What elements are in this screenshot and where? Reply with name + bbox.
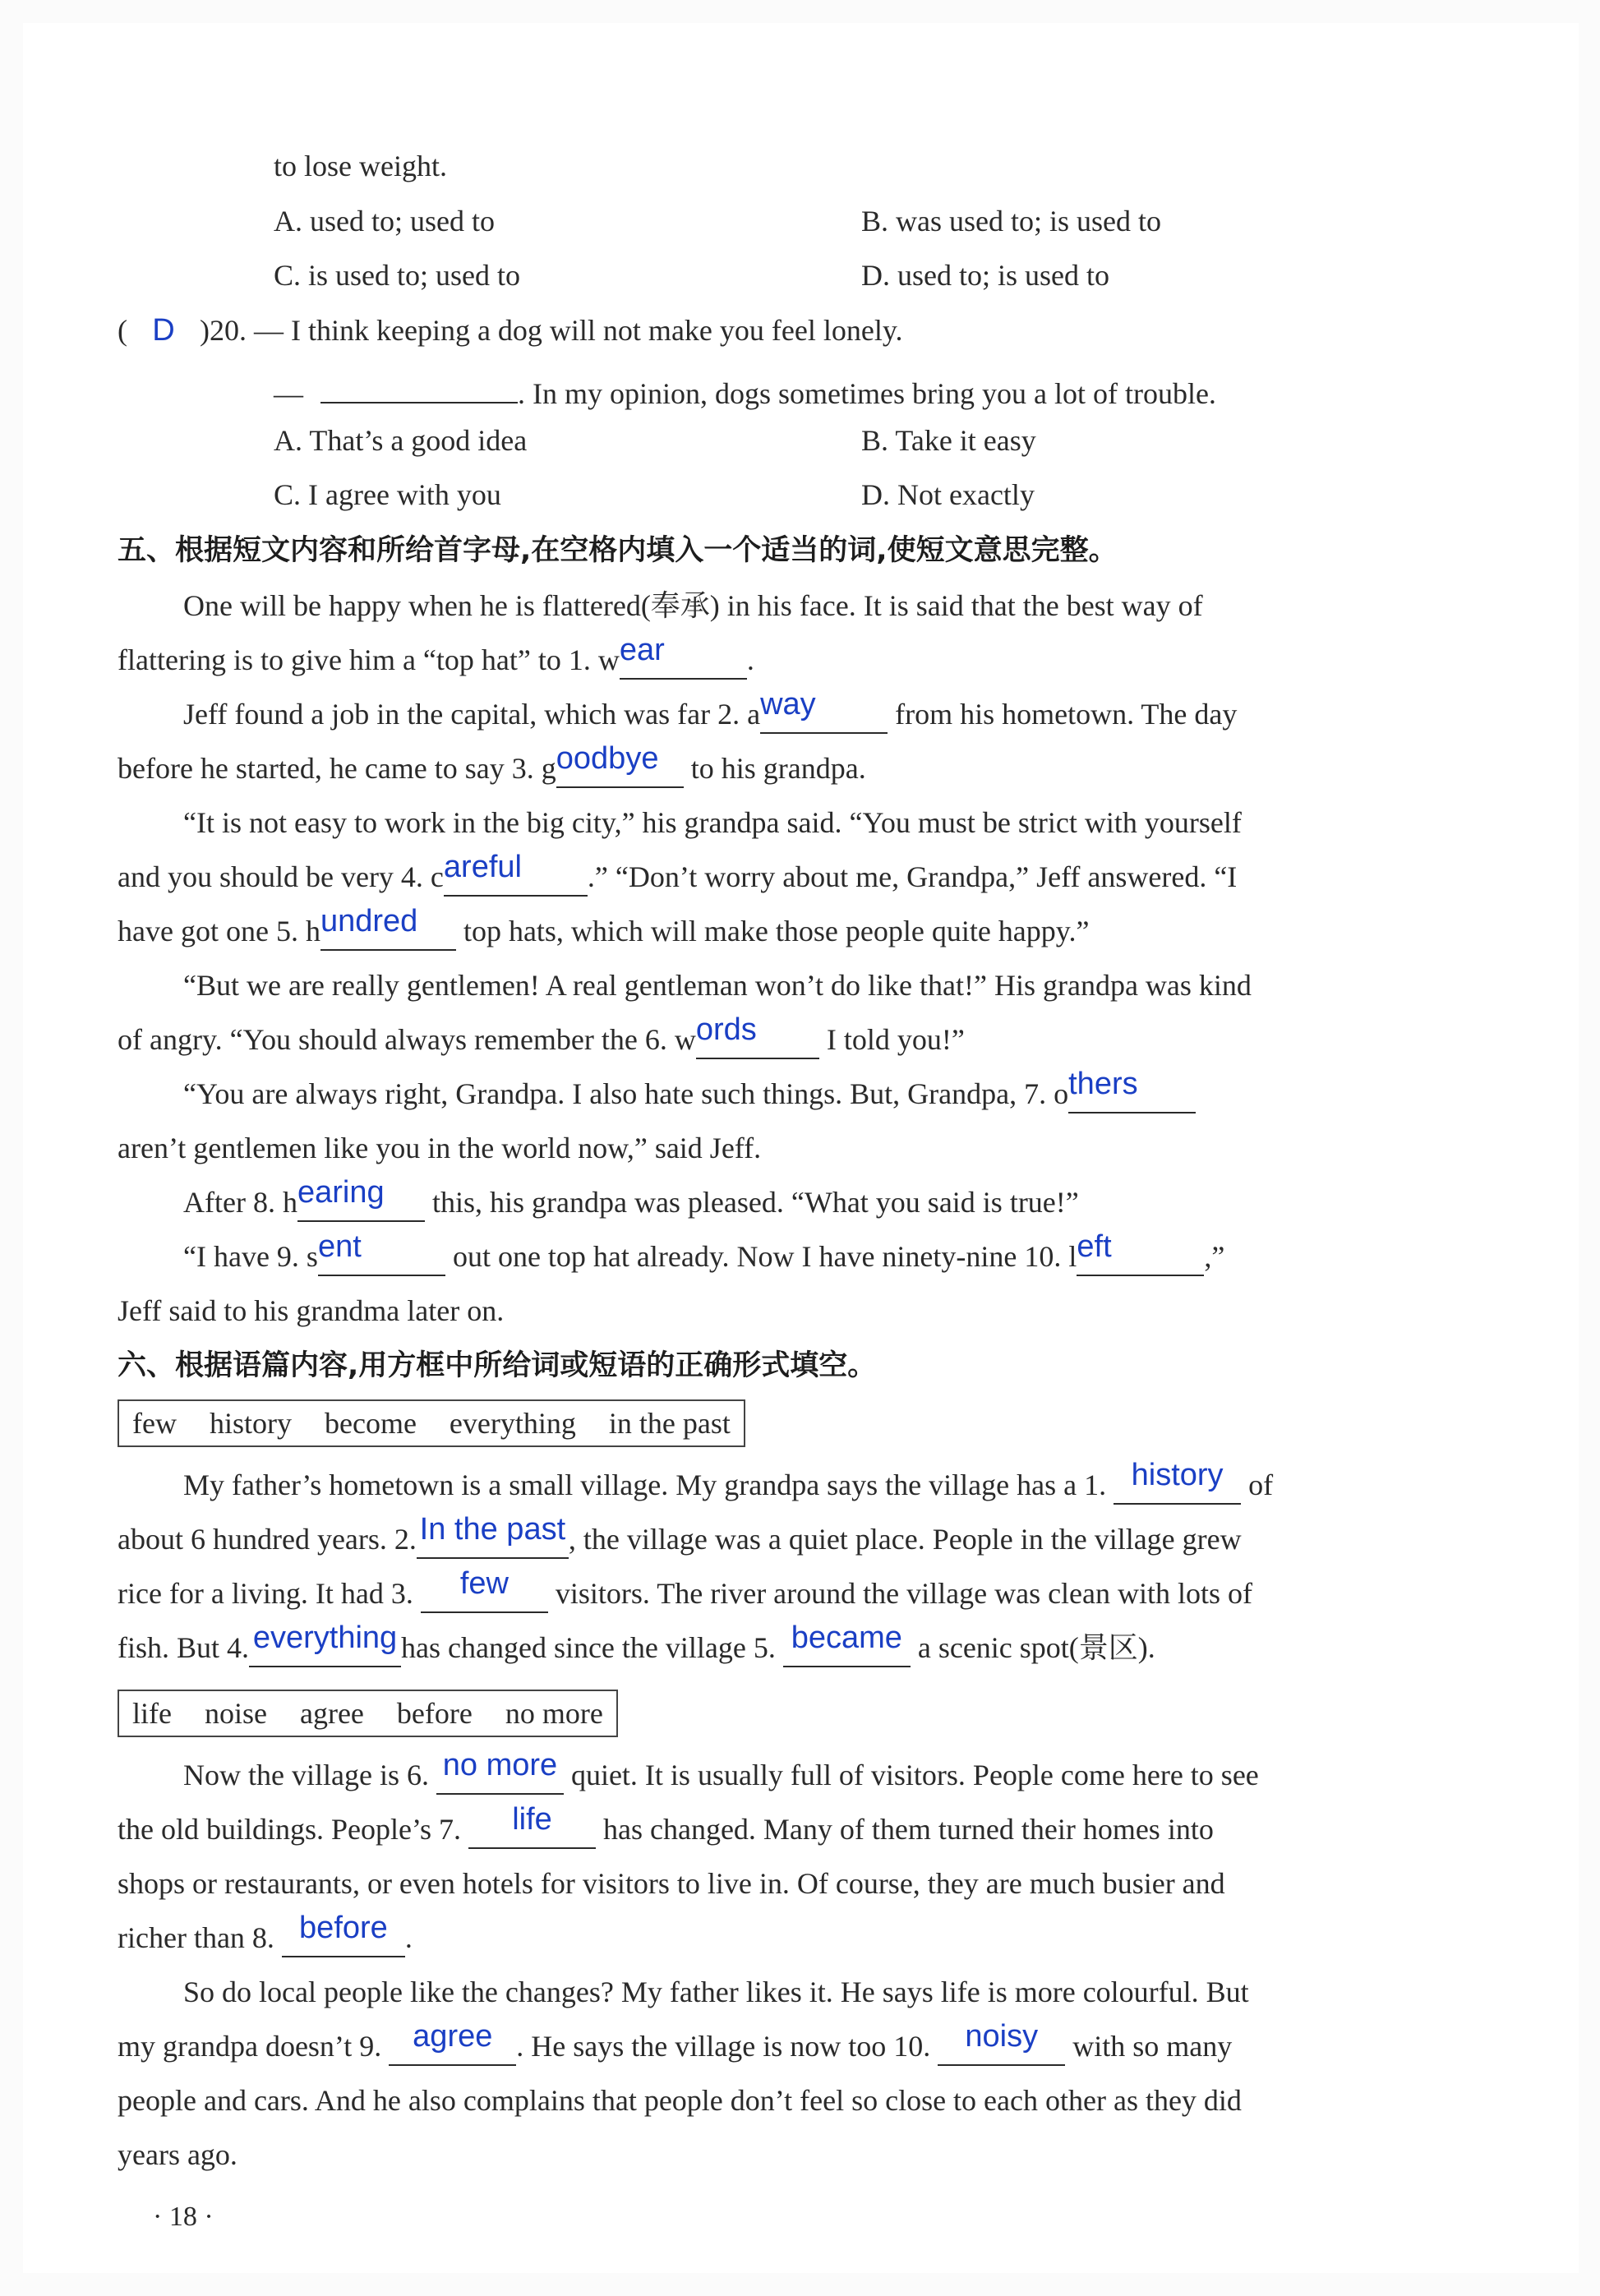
section6-heading: 六、根据语篇内容,用方框中所给词或短语的正确形式填空。 [118,1349,877,1382]
q19-option-a: A. used to; used to [274,205,495,237]
s6-blank-5: became [783,1630,911,1667]
s5-blank-4: areful [444,859,588,897]
s6-blank-8: before [282,1920,405,1957]
q19-option-d: D. used to; is used to [861,259,1109,292]
q20-option-b: B. Take it easy [861,424,1036,457]
s6-blank-3: few [421,1575,548,1613]
q19-option-b: B. was used to; is used to [861,205,1161,237]
s6-a-line4: fish. But 4. everything has changed since the village 5. became a scenic spot(景区). [118,1628,1155,1667]
q20-number: )20. [200,314,247,347]
s6-c-line3: people and cars. And he also complains that people don’t feel so close to each other as they did [118,2084,1242,2117]
s6-b-line4: richer than 8. before . [118,1918,413,1957]
s6-c-line2: my grandpa doesn’t 9. agree . He says the village is now too 10. noisy with so many [118,2026,1232,2066]
s6-blank-6: no more [436,1757,564,1795]
q20-option-a: A. That’s a good idea [274,424,528,457]
s5-p4-line2: of angry. “You should always remember the 6. words I told you!” [118,1020,965,1059]
s6-blank-4: everything [249,1630,401,1667]
q20-line1 [118,311,903,350]
word-box-2: life noise agree before no more [118,1690,618,1737]
s5-p5-line2: aren’t gentlemen like you in the world now,” said Jeff. [118,1132,762,1164]
s5-p4-line1: “But we are really gentlemen! A real gentleman won’t do like that!” His grandpa was kind [183,969,1252,1002]
s5-blank-5: undred [320,913,456,951]
s5-p2-line2: before he started, he came to say 3. goodbye to his grandpa. [118,749,866,788]
word-box-1: few history become everything in the past [118,1399,745,1447]
s6-blank-9: agree [389,2028,516,2066]
section5-heading: 五、根据短文内容和所给首字母,在空格内填入一个适当的词,使短文意思完整。 [118,534,1118,567]
q20-option-d: D. Not exactly [861,478,1035,511]
s6-b-line3: shops or restaurants, or even hotels for visitors to live in. Of course, they are much busier and [118,1867,1225,1900]
s5-p3-line2: and you should be very 4. careful .” “Don’t worry about me, Grandpa,” Jeff answered. “I [118,857,1237,897]
s6-b-line2: the old buildings. People’s 7. life has changed. Many of them turned their homes into [118,1810,1214,1849]
q20-question: — I think keeping a dog will not make you feel lonely. [254,314,903,347]
s5-blank-2: way [760,696,888,734]
s5-blank-1: ear [620,642,747,680]
page-number: · 18 · [153,2201,214,2232]
s5-blank-10: eft [1077,1238,1204,1276]
s6-b-line1: Now the village is 6. no more quiet. It is usually full of visitors. People come here to see [183,1755,1259,1795]
q20-answer: D [152,313,175,348]
s6-a-line1: My father’s hometown is a small village. My grandpa says the village has a 1. history of [183,1465,1273,1505]
s5-p3-line1: “It is not easy to work in the big city,” his grandpa said. “You must be strict with yourself [183,806,1242,839]
s5-blank-3: oodbye [556,750,684,788]
s5-p1-line1: One will be happy when he is flattered(奉承) in his face. It is said that the best way of [183,589,1203,622]
q19-option-c: C. is used to; used to [274,259,521,292]
q19-stem-end: to lose weight. [274,150,447,182]
s6-blank-7: life [468,1811,596,1849]
s6-blank-2: In the past [417,1521,569,1559]
s6-c-line1: So do local people like the changes? My father likes it. He says life is more colourful. But [183,1976,1249,2008]
s5-p3-line3: have got one 5. hundred top hats, which will make those people quite happy.” [118,911,1089,951]
page-sheet [23,23,1579,2273]
q20-option-c: C. I agree with you [274,478,501,511]
s6-c-line4: years ago. [118,2138,237,2171]
s5-p7-line2: Jeff said to his grandma later on. [118,1294,505,1327]
s6-a-line3: rice for a living. It had 3. few visitors. The river around the village was clean with lots of [118,1574,1252,1613]
q20-line2: — . In my opinion, dogs sometimes bring you a lot of trouble. [274,366,1216,413]
s5-p5-line1: “You are always right, Grandpa. I also hate such things. But, Grandpa, 7. others [183,1074,1196,1113]
s6-a-line2: about 6 hundred years. 2.In the past , the village was a quiet place. People in the village grew [118,1519,1242,1559]
s5-p1-line2: flattering is to give him a “top hat” to 1. wear . [118,640,754,680]
s6-blank-1: history [1114,1467,1241,1505]
q20-bracket-open: ( [118,314,127,347]
s5-blank-6: ords [696,1021,819,1059]
s5-p2-line1: Jeff found a job in the capital, which was far 2. away from his hometown. The day [183,694,1237,734]
s5-blank-8: earing [297,1184,425,1222]
s6-blank-10: noisy [938,2028,1065,2066]
s5-blank-9: ent [318,1238,445,1276]
s5-p7-line1: “I have 9. sent out one top hat already. Now I have ninety-nine 10. left ,” [183,1237,1224,1276]
q20-blank [320,366,518,403]
s5-p6-line1: After 8. hearing this, his grandpa was pleased. “What you said is true!” [183,1183,1079,1222]
s5-blank-7: thers [1068,1076,1196,1113]
